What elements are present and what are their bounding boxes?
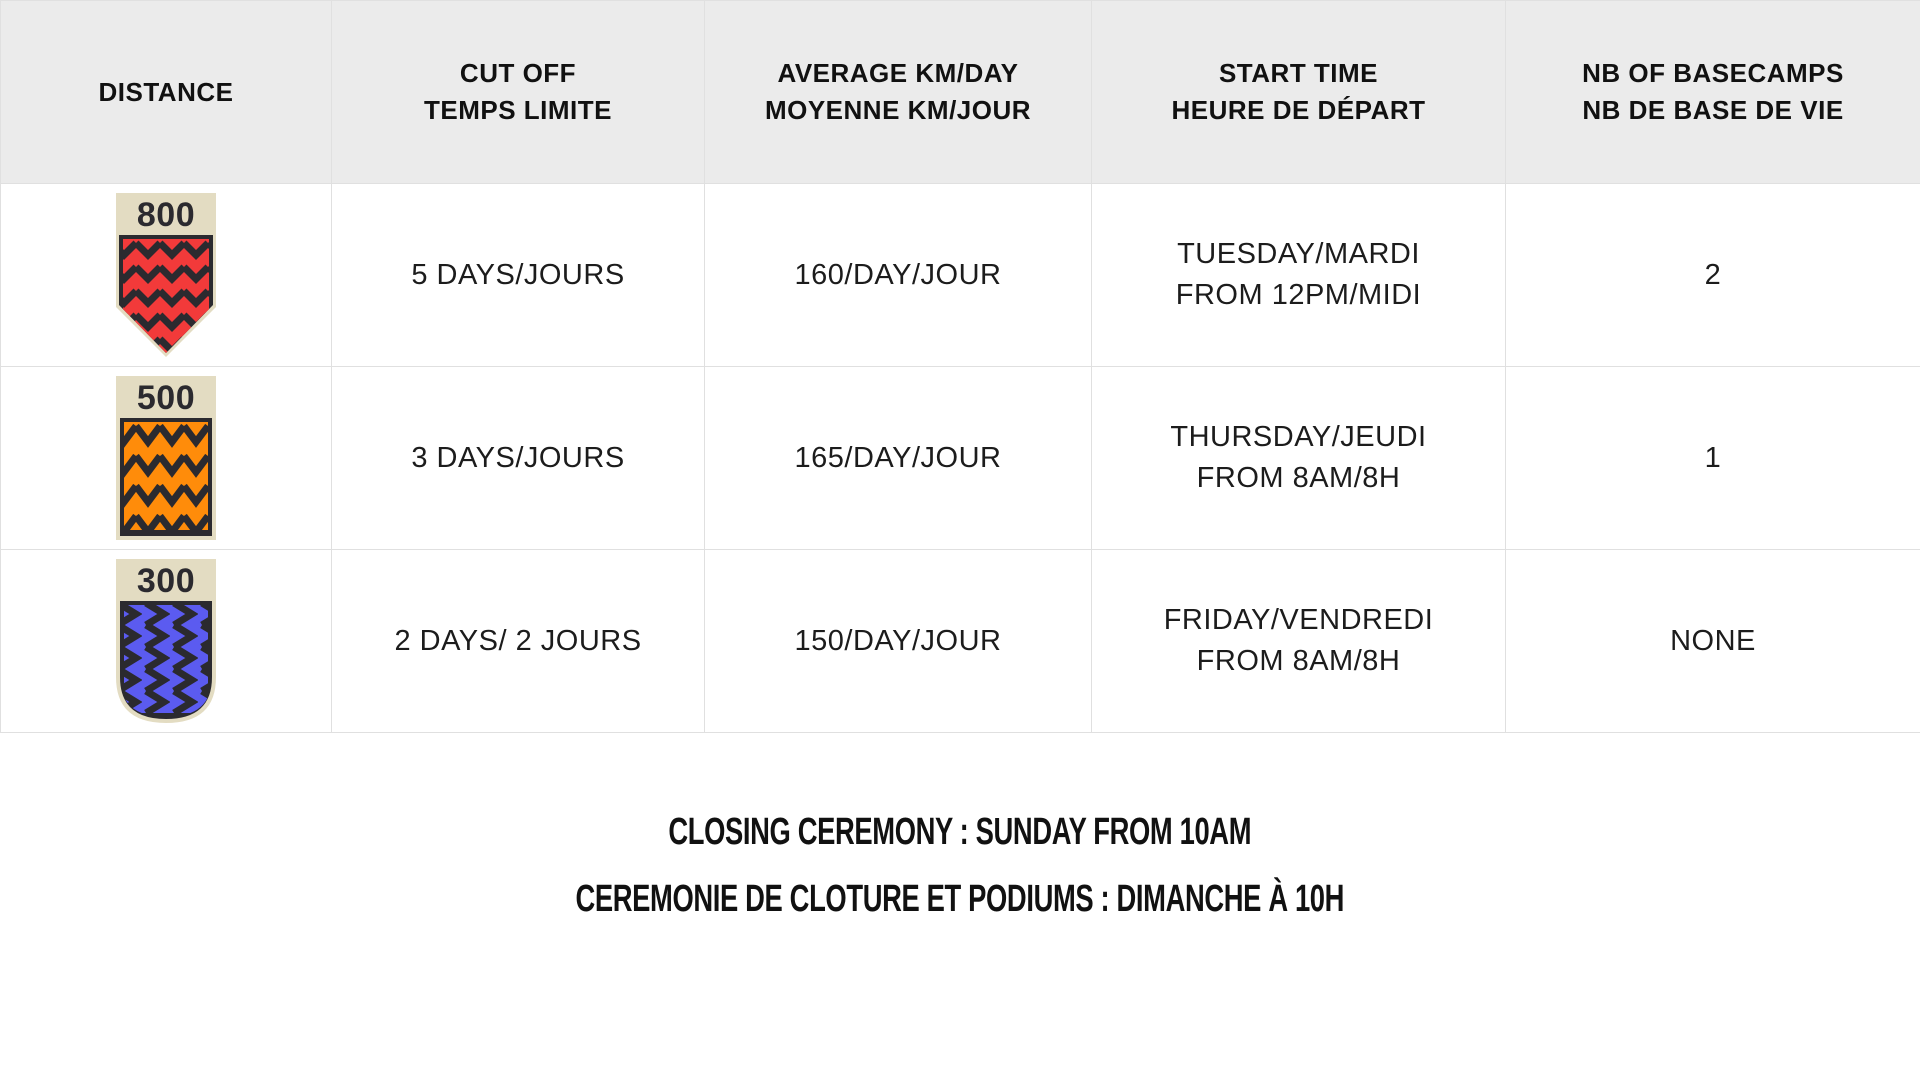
header-start-time-fr: HEURE DE DÉPART [1171,95,1426,125]
header-start-time [1092,1,1506,184]
badge-300-icon [114,559,218,723]
header-distance-en: DISTANCE [98,76,234,107]
start-time-day: TUESDAY/MARDI [1177,238,1420,270]
distance-cell [1,367,332,550]
closing-ceremony-en [0,810,1920,854]
badge-500-icon [114,376,218,540]
header-cutoff-fr: TEMPS LIMITE [424,95,612,125]
badge-300-number: 300 [136,562,196,600]
badge-500-number: 500 [136,379,196,417]
start-time-cell [1092,184,1506,367]
basecamps-cell: 1 [1506,367,1920,550]
header-start-time-en: START TIME [1218,58,1379,88]
header-basecamps-fr: NB DE BASE DE VIE [1582,95,1844,125]
header-average [705,1,1092,184]
cutoff-cell: 3 DAYS/JOURS [332,367,705,550]
table-row [1,184,1920,367]
header-distance [1,1,332,184]
header-average-en: AVERAGE KM/DAY [777,58,1019,88]
start-time-day: THURSDAY/JEUDI [1170,421,1427,453]
header-cutoff [332,1,705,184]
start-time-hour: FROM 8AM/8H [1196,645,1401,677]
header-row [1,1,1920,184]
table-header [1,1,1920,184]
header-average-fr: MOYENNE KM/JOUR [764,95,1032,125]
table-row [1,550,1920,733]
header-basecamps [1506,1,1920,184]
table-body [1,184,1920,733]
average-cell: 165/DAY/JOUR [705,367,1092,550]
badge-800-icon [114,193,218,357]
start-time-hour: FROM 12PM/MIDI [1175,279,1422,311]
header-cutoff-en: CUT OFF [459,58,577,88]
basecamps-cell: 2 [1506,184,1920,367]
badge-800-number: 800 [136,196,196,234]
distance-cell [1,550,332,733]
closing-ceremony-fr [0,877,1920,921]
basecamps-cell: NONE [1506,550,1920,733]
cutoff-cell: 2 DAYS/ 2 JOURS [332,550,705,733]
closing-ceremony-en-text: CLOSING CEREMONY : SUNDAY FROM 10AM [668,811,1252,853]
start-time-hour: FROM 8AM/8H [1196,462,1401,494]
start-time-cell [1092,550,1506,733]
distance-cell [1,184,332,367]
start-time-cell [1092,367,1506,550]
closing-ceremony-fr-text: CEREMONIE DE CLOTURE ET PODIUMS : DIMANCHE À 10H [575,878,1345,920]
table-row [1,367,1920,550]
header-basecamps-en: NB OF BASECAMPS [1582,58,1844,88]
start-time-day: FRIDAY/VENDREDI [1163,604,1434,636]
average-cell: 160/DAY/JOUR [705,184,1092,367]
cutoff-cell: 5 DAYS/JOURS [332,184,705,367]
average-cell: 150/DAY/JOUR [705,550,1092,733]
